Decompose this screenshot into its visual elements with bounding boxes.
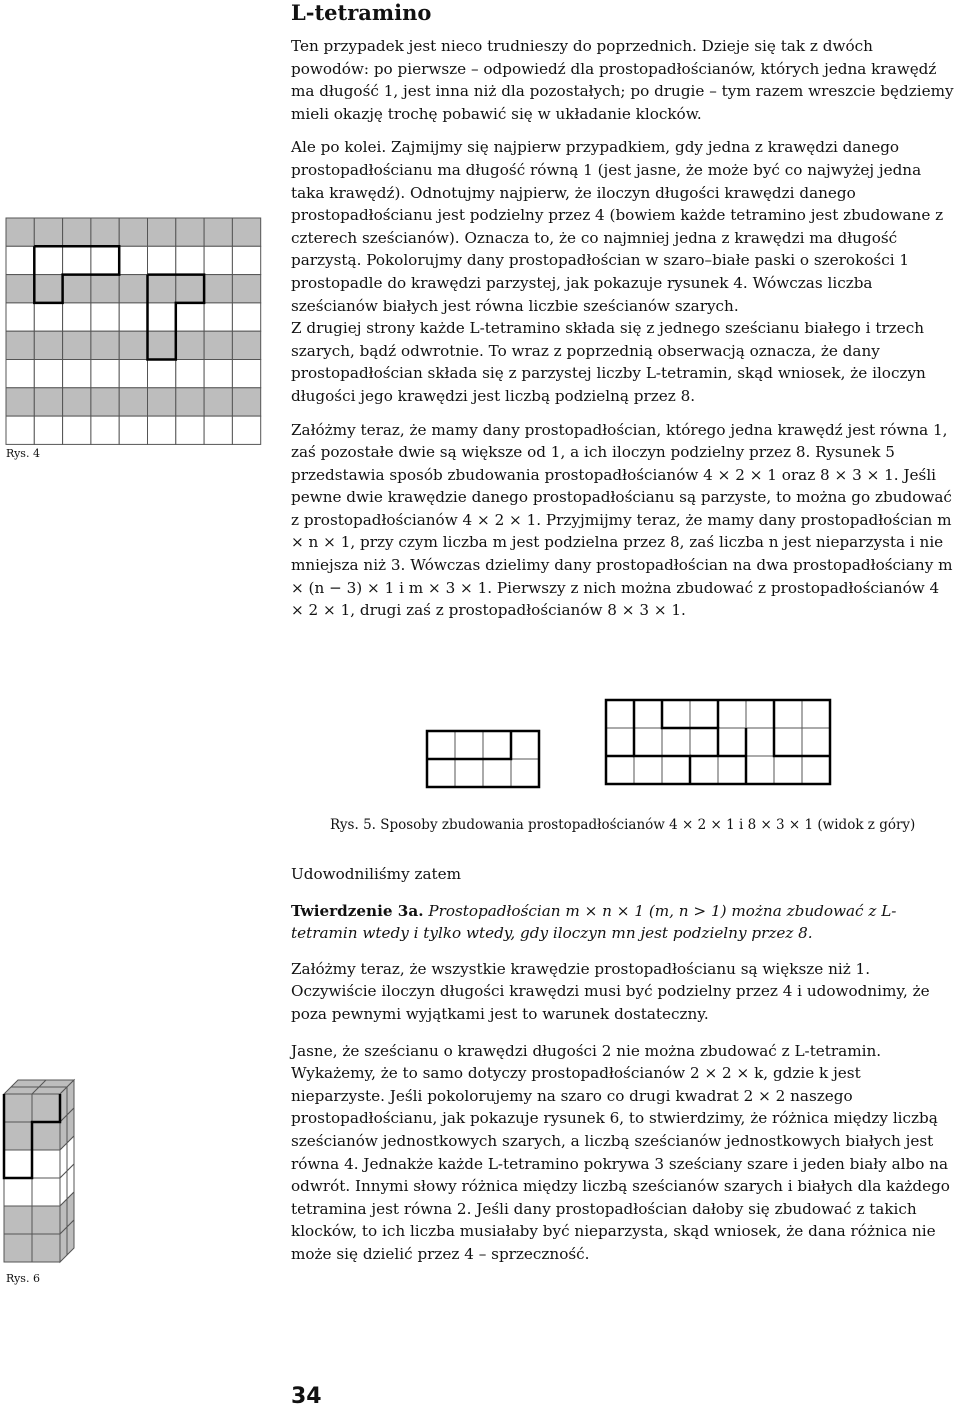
- cube-front-face: [32, 1122, 60, 1150]
- grid-cell: [6, 331, 34, 359]
- grid-cell: [232, 331, 260, 359]
- cube-front-face: [4, 1178, 32, 1206]
- grid-cell: [176, 416, 204, 444]
- grid-cell: [91, 360, 119, 388]
- grid-cell: [119, 416, 147, 444]
- figure-6-caption: Rys. 6: [6, 1272, 40, 1285]
- grid-cell: [6, 275, 34, 303]
- grid-cell: [6, 388, 34, 416]
- paragraph: Udowodniliśmy zatem: [291, 865, 462, 883]
- grid-cell: [91, 246, 119, 274]
- grid-cell: [34, 388, 62, 416]
- grid-cell: [606, 756, 634, 784]
- grid-cell: [91, 275, 119, 303]
- grid-cell: [63, 246, 91, 274]
- grid-cell: [718, 700, 746, 728]
- grid-cell: [232, 388, 260, 416]
- grid-cell: [427, 759, 455, 787]
- grid-cell: [148, 360, 176, 388]
- grid-cell: [690, 700, 718, 728]
- grid-cell: [148, 246, 176, 274]
- grid-cell: [148, 275, 176, 303]
- grid-cell: [176, 331, 204, 359]
- grid-cell: [34, 303, 62, 331]
- grid-cell: [63, 388, 91, 416]
- grid-cell: [63, 416, 91, 444]
- grid-cell: [232, 303, 260, 331]
- grid-cell: [91, 218, 119, 246]
- grid-cell: [483, 731, 511, 759]
- grid-cell: [204, 246, 232, 274]
- grid-cell: [176, 388, 204, 416]
- grid-cell: [802, 756, 830, 784]
- grid-cell: [6, 303, 34, 331]
- grid-cell: [91, 388, 119, 416]
- grid-cell: [34, 275, 62, 303]
- figure-5-caption: Rys. 5. Sposoby zbudowania prostopadłościanów 4 × 2 × 1 i 8 × 3 × 1 (widok z góry): [330, 817, 916, 833]
- grid-cell: [34, 360, 62, 388]
- grid-cell: [148, 218, 176, 246]
- grid-cell: [119, 275, 147, 303]
- grid-cell: [662, 728, 690, 756]
- cube-front-face: [32, 1178, 60, 1206]
- grid-cell: [6, 246, 34, 274]
- grid-cell: [119, 246, 147, 274]
- grid-cell: [63, 331, 91, 359]
- cube-front-face: [32, 1234, 60, 1262]
- paragraph: Załóżmy teraz, że mamy dany prostopadłościan, którego jedna krawędź jest równa 1, zaś pozostałe dwie są większe od 1, a ich iloczyn podzielny przez 8. Rysunek 5 przedstawia sposób zbudowania prostopadłościanów 4 × 2 × 1 oraz 8 × 3 × 1. Jeśli pewne dwie krawędzie danego prostopadłościanu są parzyste, to można go zbudować z prostopadłościanów 4 × 2 × 1. Przyjmijmy teraz, że mamy dany prostopadłościan m × n × 1, przy czym liczba m jest podzielna przez 8, zaś liczba n jest nieparzysta i nie mniejsza niż 3. Wówczas dzielimy dany prostopadłościan na dwa prostopadłościany m × (n − 3) × 1 i m × 3 × 1. Pierwszy z nich można zbudować z prostopadłościanów 4 × 2 × 1, drugi zaś z prostopadłościanów 8 × 3 × 1.: [291, 420, 953, 620]
- grid-cell: [6, 416, 34, 444]
- text-block-2: [291, 863, 955, 1277]
- grid-cell: [148, 303, 176, 331]
- paragraph: Jasne, że sześcianu o krawędzi długości 2 nie można zbudować z L-tetramin. Wykażemy, że to samo dotyczy prostopadłościanów 2 × 2 × k, gdzie k jest nieparzyste. Jeśli pokolorujemy na szaro co drugi kwadrat 2 × 2 naszego prostopadłościanu, jak pokazuje rysunek 6, to stwierdzimy, że różnica między liczbą sześcianów jednostkowych szarych, a liczbą sześcianów jednostkowych białych jest równa 4. Jednakże każde L-tetramino pokrywa 3 sześciany szare i jeden biały albo na odwrót. Innymi słowy różnica między liczbą sześcianów szarych i białych dla każdego tetramina jest równa 2. Jeśli dany prostopadłościan dałoby się zbudować z takich klocków, to ich liczba musiałaby być nieparzysta, skąd wniosek, że dana różnica nie może się dzielić przez 4 – sprzeczność.: [291, 1041, 950, 1263]
- theorem-text: Prostopadłościan m × n × 1 (m, n > 1) można zbudować z L-tetramin wtedy i tylko wtedy, gdy iloczyn mn jest podzielny przez 8.: [291, 901, 897, 943]
- grid-cell: [232, 416, 260, 444]
- grid-cell: [427, 731, 455, 759]
- grid-cell: [511, 731, 539, 759]
- grid-cell: [119, 303, 147, 331]
- theorem-label: Twierdzenie 3a.: [291, 901, 424, 920]
- grid-cell: [204, 303, 232, 331]
- grid-cell: [148, 331, 176, 359]
- grid-cell: [63, 275, 91, 303]
- grid-cell: [511, 759, 539, 787]
- grid-cell: [63, 303, 91, 331]
- grid-cell: [746, 756, 774, 784]
- theorem: [291, 900, 955, 945]
- figure-6-cube-column: [4, 1080, 84, 1262]
- grid-cell: [34, 416, 62, 444]
- grid-cell: [63, 218, 91, 246]
- grid-cell: [176, 360, 204, 388]
- grid-cell: [483, 759, 511, 787]
- grid-cell: [606, 700, 634, 728]
- grid-cell: [63, 360, 91, 388]
- grid-cell: [91, 331, 119, 359]
- grid-cell: [119, 388, 147, 416]
- grid-cell: [176, 218, 204, 246]
- figure-5-large-block: [606, 700, 832, 786]
- grid-cell: [204, 388, 232, 416]
- paragraph: Z drugiej strony każde L-tetramino składa się z jednego sześcianu białego i trzech szarych, bądź odwrotnie. To wraz z poprzednią obserwacją oznacza, że dany prostopadłościan składa się z parzystej liczby L-tetramin, skąd wniosek, że iloczyn długości jego krawędzi jest liczbą podzielną przez 8.: [291, 319, 926, 405]
- grid-cell: [455, 731, 483, 759]
- grid-cell: [148, 416, 176, 444]
- grid-cell: [204, 331, 232, 359]
- grid-cell: [176, 246, 204, 274]
- grid-cell: [6, 360, 34, 388]
- cube-front-face: [4, 1150, 32, 1178]
- grid-cell: [606, 728, 634, 756]
- figure-4-grid: [6, 218, 262, 442]
- grid-cell: [204, 218, 232, 246]
- figure-4-cells: [6, 218, 261, 444]
- paragraph: Załóżmy teraz, że wszystkie krawędzie prostopadłościanu są większe niż 1. Oczywiście iloczyn długości krawędzi musi być podzielny przez 4 i udowodnimy, że poza pewnymi wyjątkami jest to warunek dostateczny.: [291, 959, 930, 1023]
- grid-cell: [119, 360, 147, 388]
- grid-cell: [690, 756, 718, 784]
- grid-cell: [232, 360, 260, 388]
- grid-cell: [119, 218, 147, 246]
- grid-cell: [34, 331, 62, 359]
- grid-cell: [634, 756, 662, 784]
- grid-cell: [746, 728, 774, 756]
- grid-cell: [774, 728, 802, 756]
- section-title: L-tetramino: [291, 0, 432, 25]
- grid-cell: [746, 700, 774, 728]
- grid-cell: [774, 756, 802, 784]
- grid-cell: [662, 700, 690, 728]
- grid-cell: [204, 275, 232, 303]
- grid-cell: [176, 275, 204, 303]
- grid-cell: [34, 246, 62, 274]
- grid-cell: [232, 246, 260, 274]
- grid-cell: [204, 416, 232, 444]
- grid-cell: [91, 416, 119, 444]
- cube-front-face: [4, 1122, 32, 1150]
- grid-cell: [119, 331, 147, 359]
- cube-front-face: [32, 1150, 60, 1178]
- grid-cell: [176, 303, 204, 331]
- cube-front-face: [32, 1094, 60, 1122]
- cube-front-face: [32, 1206, 60, 1234]
- cube-front-face: [4, 1234, 32, 1262]
- grid-cell: [148, 388, 176, 416]
- grid-cell: [455, 759, 483, 787]
- grid-cell: [802, 700, 830, 728]
- grid-cell: [662, 756, 690, 784]
- figure-5-small-block: [427, 731, 540, 787]
- page-number: 34: [291, 1384, 322, 1409]
- grid-cell: [6, 218, 34, 246]
- cube-front-face: [4, 1206, 32, 1234]
- text-block-1: [291, 35, 955, 633]
- paragraph: Ten przypadek jest nieco trudnieszy do poprzednich. Dzieje się tak z dwóch powodów: po pierwsze – odpowiedź dla prostopadłościanów, których jedna krawędź ma długość 1, jest inna niż dla pozostałych; po drugie – tym razem wreszcie będziemy mieli okazję trochę pobawić się w układanie klocków.: [291, 37, 954, 123]
- grid-cell: [774, 700, 802, 728]
- cube-front-face: [4, 1094, 32, 1122]
- grid-cell: [634, 728, 662, 756]
- grid-cell: [802, 728, 830, 756]
- grid-cell: [232, 218, 260, 246]
- paragraph: Ale po kolei. Zajmijmy się najpierw przypadkiem, gdy jedna z krawędzi danego prostopadłościanu ma długość równą 1 (jest jasne, że może być co najwyżej jedna taka krawędź). Odnotujmy najpierw, że iloczyn długości krawędzi danego prostopadłościanu jest podzielny przez 4 (bowiem każde tetramino jest zbudowane z czterech sześcianów). Oznacza to, że co najmniej jedna z krawędzi ma długość parzystą. Pokolorujmy dany prostopadłościan w szaro–białe paski o szerokości 1 prostopadle do krawędzi parzystej, jak pokazuje rysunek 4. Wówczas liczba sześcianów białych jest równa liczbie sześcianów szarych.: [291, 138, 944, 315]
- grid-cell: [718, 728, 746, 756]
- figure-4-caption: Rys. 4: [6, 447, 40, 460]
- grid-cell: [204, 360, 232, 388]
- grid-cell: [718, 756, 746, 784]
- grid-cell: [91, 303, 119, 331]
- grid-cell: [690, 728, 718, 756]
- grid-cell: [34, 218, 62, 246]
- grid-cell: [634, 700, 662, 728]
- grid-cell: [232, 275, 260, 303]
